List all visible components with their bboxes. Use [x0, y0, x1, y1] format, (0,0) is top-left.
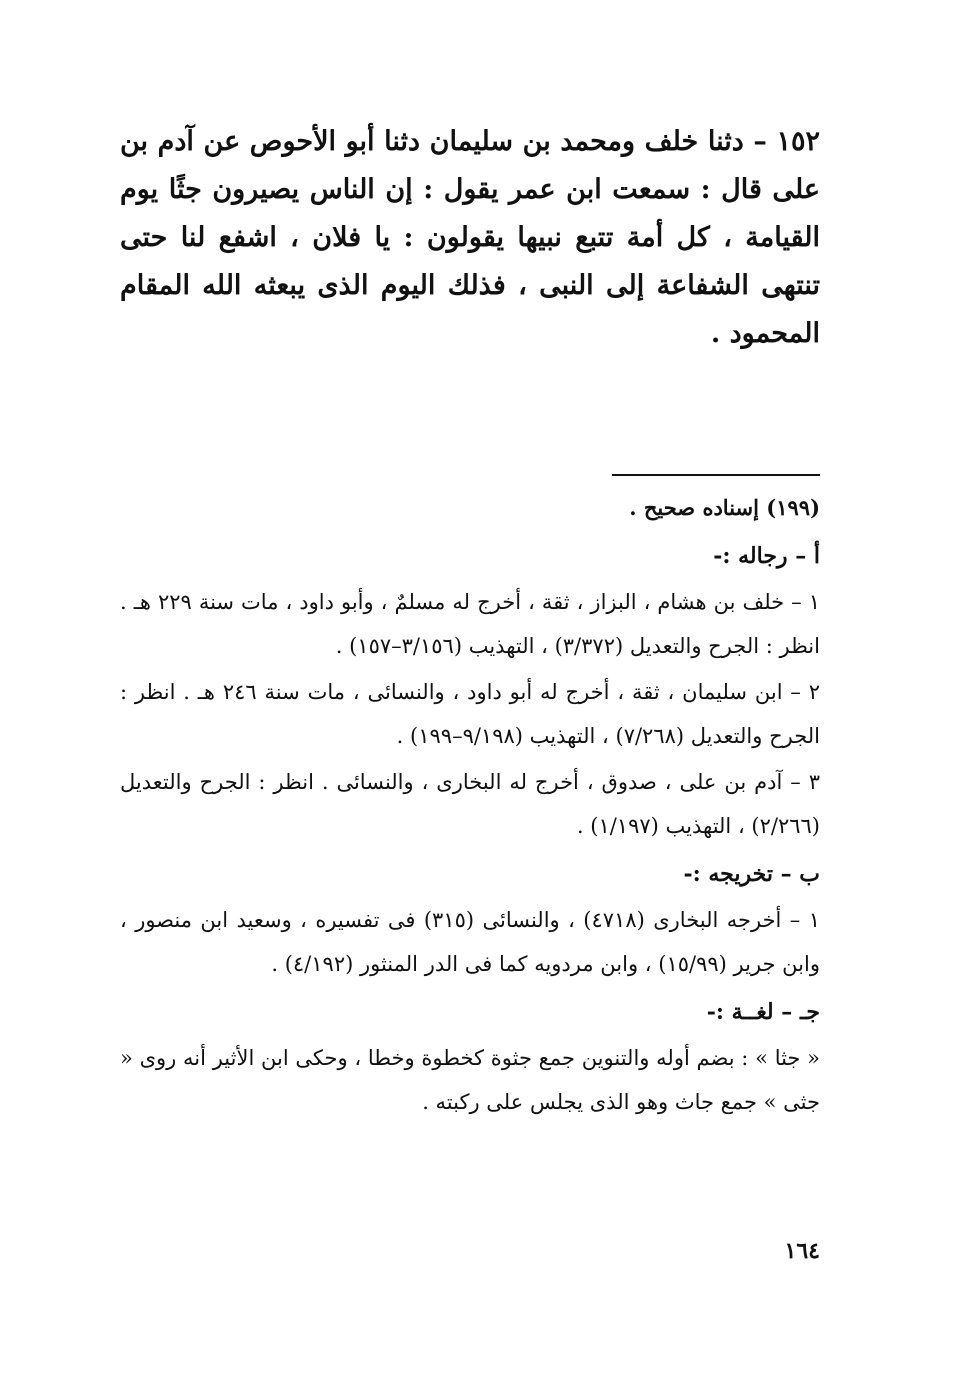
narrator-item-1: ١ – خلف بن هشام ، البزاز ، ثقة ، أخرج له مسلمٌ ، وأبو داود ، مات سنة ٢٢٩ هـ . انظر : الجرح والتعديل (٣/٣٧٢) ، التهذيب (٣/١٥٦–١٥٧) .: [120, 590, 820, 658]
lexical-note: « جثا » : بضم أوله والتنوين جمع جثوة كخطوة وخطا ، وحكى ابن الأثير أنه روى « جثى » جمع جاث وهو الذى يجلس على ركبته .: [120, 1046, 820, 1114]
main-text-block: [120, 118, 820, 358]
page-number: ١٦٤: [784, 1238, 820, 1264]
hadith-paragraph: [120, 118, 820, 358]
footnotes-block: [120, 474, 820, 1126]
narrator-item-3: ٣ – آدم بن على ، صدوق ، أخرج له البخارى ، والنسائى . انظر : الجرح والتعديل (٢/٢٦٦) ، التهذيب (١/١٩٧) .: [120, 770, 820, 838]
takhrij-item-1: ١ – أخرجه البخارى (٤٧١٨) ، والنسائى (٣١٥) فى تفسيره ، وسعيد ابن منصور ، وابن جرير (١٥/٩٩) ، وابن مردويه كما فى الدر المنثور (٤/١٩٢) .: [120, 908, 820, 976]
hadith-text: – دثنا خلف ومحمد بن سليمان دثنا أبو الأحوص عن آدم بن على قال : سمعت ابن عمر يقول : إن الناس يصيرون جثًا يوم القيامة ، كل أمة تتبع نبيها يقولون : يا فلان ، اشفع لنا حتى تنتهى الشفاعة إلى النبى ، فذلك اليوم الذى يبعثه الله المقام المحمود .: [120, 126, 820, 349]
hadith-number: ١٥٢: [776, 126, 820, 157]
section-a-heading: أ – رجاله :-: [713, 543, 820, 569]
section-c-heading: جـ – لغــة :-: [706, 999, 820, 1025]
narrator-item-2: ٢ – ابن سليمان ، ثقة ، أخرج له أبو داود ، والنسائى ، مات سنة ٢٤٦ هـ . انظر : الجرح والتعديل (٧/٢٦٨) ، التهذيب (٩/١٩٨–١٩٩) .: [120, 680, 820, 748]
section-b-heading: ب – تخريجه :-: [683, 861, 820, 887]
footnote-divider: [612, 474, 820, 476]
footnote-title: (١٩٩) إسناده صحيح .: [629, 495, 820, 520]
